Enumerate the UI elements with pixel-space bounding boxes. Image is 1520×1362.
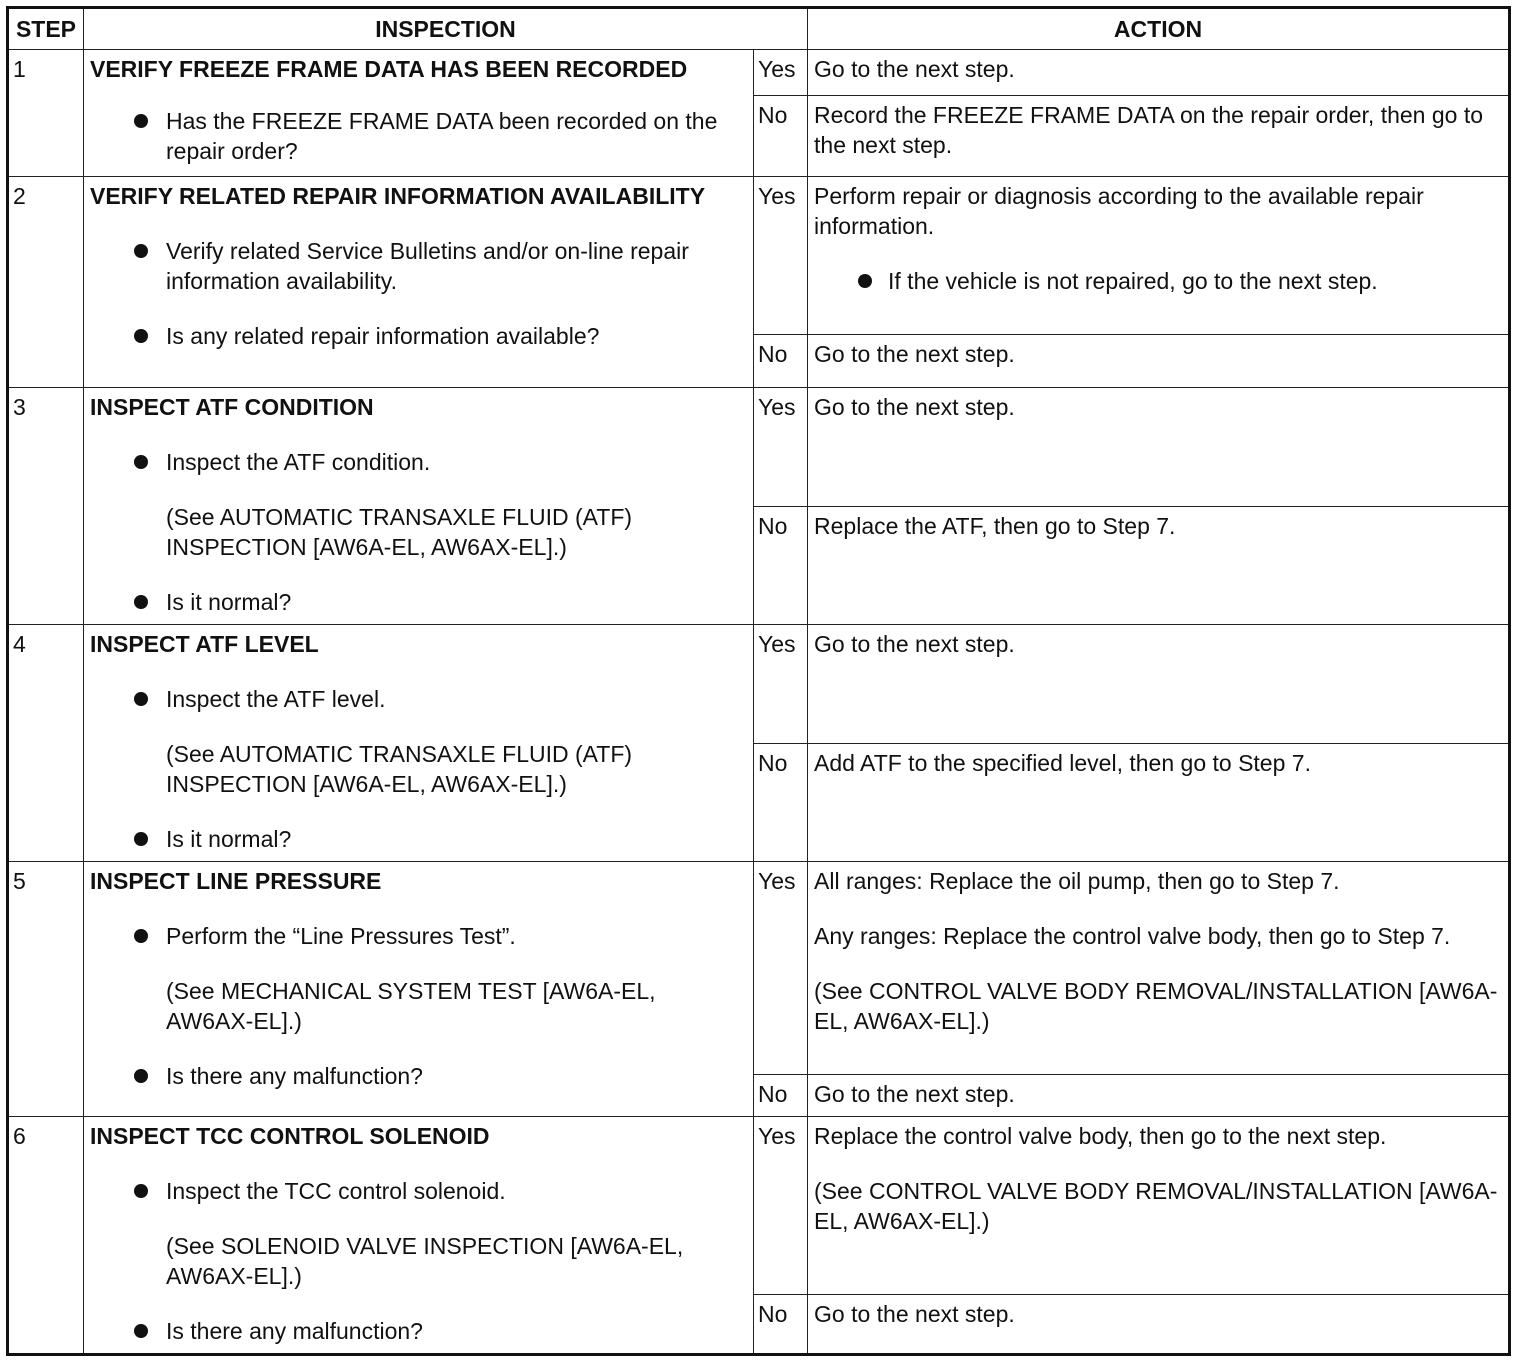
step-title: INSPECT LINE PRESSURE bbox=[90, 868, 382, 894]
bullet-dot-icon bbox=[134, 832, 148, 846]
step-title: INSPECT ATF CONDITION bbox=[90, 394, 374, 420]
step-3-inspection bbox=[84, 388, 754, 625]
step-5-yes-row bbox=[8, 862, 1510, 1075]
header-row bbox=[8, 8, 1510, 50]
no-action: Record the FREEZE FRAME DATA on the repair order, then go to the next step. bbox=[808, 96, 1510, 177]
inspection-bullet: Perform the “Line Pressures Test”. bbox=[90, 921, 745, 951]
inspection-bullet: Is it normal? bbox=[90, 824, 745, 854]
bullet-dot-icon bbox=[134, 1184, 148, 1198]
yes-action: Go to the next step. bbox=[808, 388, 1510, 507]
step-5-inspection bbox=[84, 862, 754, 1117]
no-label: No bbox=[754, 744, 808, 862]
inspection-bullet: Has the FREEZE FRAME DATA been recorded on the repair order? bbox=[90, 106, 745, 166]
step-title: INSPECT ATF LEVEL bbox=[90, 631, 319, 657]
inspection-bullet: Inspect the TCC control solenoid. bbox=[90, 1176, 745, 1206]
bullet-dot-icon bbox=[134, 692, 148, 706]
bullet-dot-icon bbox=[134, 244, 148, 258]
step-number: 1 bbox=[8, 50, 84, 177]
step-number: 4 bbox=[8, 625, 84, 862]
yes-label: Yes bbox=[754, 862, 808, 1075]
step-4-inspection bbox=[84, 625, 754, 862]
reference-text: (See SOLENOID VALVE INSPECTION [AW6A-EL, AW6AX-EL].) bbox=[166, 1233, 684, 1289]
action-bullet: If the vehicle is not repaired, go to the next step. bbox=[814, 266, 1498, 296]
yes-label: Yes bbox=[754, 50, 808, 96]
bullet-dot-icon bbox=[134, 929, 148, 943]
no-action: Go to the next step. bbox=[808, 1075, 1510, 1117]
bullet-dot-icon bbox=[134, 455, 148, 469]
header-inspection: INSPECTION bbox=[84, 8, 808, 50]
no-label: No bbox=[754, 1075, 808, 1117]
inspection-bullet: Inspect the ATF condition. bbox=[90, 447, 745, 477]
no-action: Replace the ATF, then go to Step 7. bbox=[808, 507, 1510, 625]
inspection-bullet: Is any related repair information available? bbox=[90, 321, 745, 351]
step-number: 3 bbox=[8, 388, 84, 625]
yes-action: Replace the control valve body, then go to the next step. (See CONTROL VALVE BODY REMOVAL/INSTALLATION [AW6A-EL, AW6AX-EL].) bbox=[808, 1117, 1510, 1295]
bullet-dot-icon bbox=[134, 1324, 148, 1338]
diagnostic-procedure-table bbox=[6, 6, 1511, 1356]
step-title: VERIFY RELATED REPAIR INFORMATION AVAILABILITY bbox=[90, 183, 706, 209]
inspection-bullet: Inspect the ATF level. bbox=[90, 684, 745, 714]
step-number: 6 bbox=[8, 1117, 84, 1355]
yes-label: Yes bbox=[754, 625, 808, 744]
bullet-dot-icon bbox=[134, 1069, 148, 1083]
bullet-dot-icon bbox=[134, 595, 148, 609]
no-label: No bbox=[754, 1295, 808, 1355]
no-action: Add ATF to the specified level, then go to Step 7. bbox=[808, 744, 1510, 862]
step-1-inspection bbox=[84, 50, 754, 177]
yes-action: Go to the next step. bbox=[808, 625, 1510, 744]
bullet-dot-icon bbox=[134, 329, 148, 343]
inspection-bullet: Is there any malfunction? bbox=[90, 1316, 745, 1346]
step-number: 5 bbox=[8, 862, 84, 1117]
reference-text: (See AUTOMATIC TRANSAXLE FLUID (ATF) INSPECTION [AW6A-EL, AW6AX-EL].) bbox=[166, 504, 633, 560]
step-number: 2 bbox=[8, 177, 84, 388]
inspection-bullet: Is there any malfunction? bbox=[90, 1061, 745, 1091]
step-1-yes-row bbox=[8, 50, 1510, 96]
no-label: No bbox=[754, 96, 808, 177]
yes-label: Yes bbox=[754, 388, 808, 507]
header-step: STEP bbox=[8, 8, 84, 50]
step-6-inspection bbox=[84, 1117, 754, 1355]
inspection-bullet: Is it normal? bbox=[90, 587, 745, 617]
step-6-yes-row bbox=[8, 1117, 1510, 1295]
no-label: No bbox=[754, 335, 808, 388]
yes-label: Yes bbox=[754, 1117, 808, 1295]
reference-text: (See AUTOMATIC TRANSAXLE FLUID (ATF) INSPECTION [AW6A-EL, AW6AX-EL].) bbox=[166, 741, 633, 797]
reference-text: (See MECHANICAL SYSTEM TEST [AW6A-EL, AW6AX-EL].) bbox=[166, 978, 656, 1034]
yes-action: All ranges: Replace the oil pump, then go to Step 7. Any ranges: Replace the control valve body, then go to Step 7. (See CONTROL VALVE BODY REMOVAL/INSTALLATION [AW6A-EL, AW6AX-EL].) bbox=[808, 862, 1510, 1075]
yes-action: Go to the next step. bbox=[808, 50, 1510, 96]
step-2-inspection bbox=[84, 177, 754, 388]
step-title: VERIFY FREEZE FRAME DATA HAS BEEN RECORDED bbox=[90, 56, 688, 82]
header-action: ACTION bbox=[808, 8, 1510, 50]
bullet-dot-icon bbox=[134, 114, 148, 128]
inspection-bullet: Verify related Service Bulletins and/or on-line repair information availability. bbox=[90, 236, 745, 296]
no-label: No bbox=[754, 507, 808, 625]
yes-action: Perform repair or diagnosis according to the available repair information. If the vehicle is not repaired, go to the next step. bbox=[808, 177, 1510, 335]
no-action: Go to the next step. bbox=[808, 1295, 1510, 1355]
bullet-dot-icon bbox=[858, 274, 872, 288]
step-title: INSPECT TCC CONTROL SOLENOID bbox=[90, 1123, 490, 1149]
step-3-yes-row bbox=[8, 388, 1510, 507]
no-action: Go to the next step. bbox=[808, 335, 1510, 388]
step-4-yes-row bbox=[8, 625, 1510, 744]
step-2-yes-row bbox=[8, 177, 1510, 335]
yes-label: Yes bbox=[754, 177, 808, 335]
